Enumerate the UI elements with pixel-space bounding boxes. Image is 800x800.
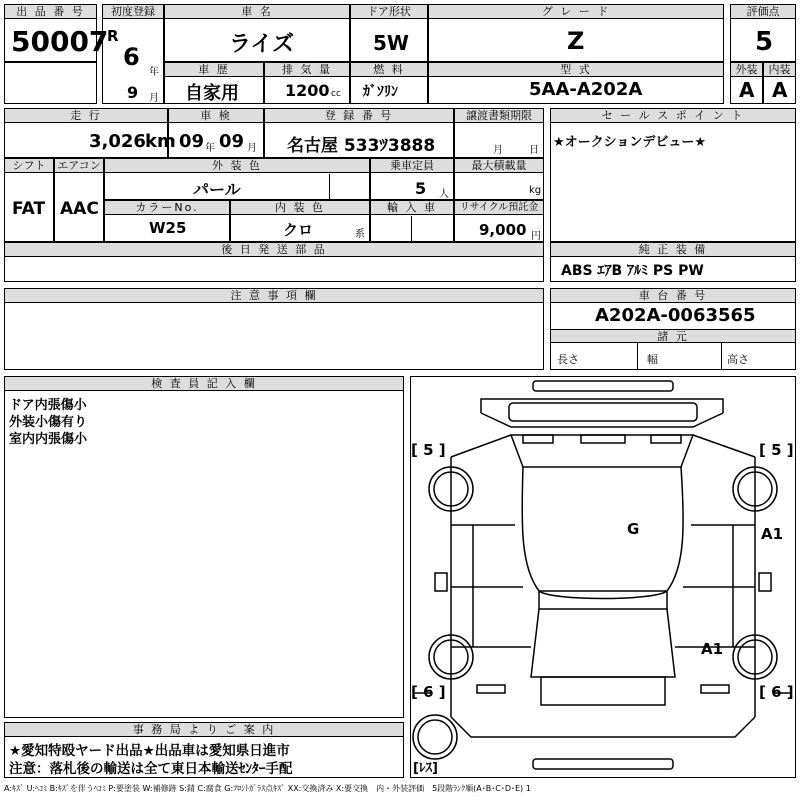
damage-mark-a1-rear: A1 xyxy=(701,640,724,658)
tire-fr-score: [ 5 ] xyxy=(759,441,794,459)
car-diagram-box xyxy=(410,376,796,778)
history-box xyxy=(164,62,264,104)
inspector-label: 検 査 員 記 入 欄 xyxy=(5,377,403,391)
recycle-label: リサイクル預託金 xyxy=(455,201,543,215)
disp-box xyxy=(264,62,350,104)
ext-label: 外装 xyxy=(731,63,762,77)
fuel-label: 燃 料 xyxy=(351,63,427,77)
cap-unit: 人 xyxy=(439,189,449,200)
sales-label: セ ー ル ス ポ イ ン ト xyxy=(551,109,795,123)
ext-box xyxy=(730,62,763,104)
specs-header: 諸 元 xyxy=(551,329,795,343)
grade-value: Z xyxy=(567,27,585,55)
model-value: 5AA-A202A xyxy=(529,79,643,100)
inspect-year-unit: 年 xyxy=(205,143,215,154)
ext-value: A xyxy=(739,78,755,102)
transfer-month: 月 xyxy=(493,145,503,156)
specs-divider-1 xyxy=(637,343,638,369)
disp-unit: cc xyxy=(331,89,341,99)
transfer-label: 譲渡書類期限 xyxy=(455,109,543,123)
chassis-label: 車 台 番 号 xyxy=(551,289,795,303)
inspector-box xyxy=(4,376,404,718)
office-label: 事 務 局 よ り ご 案 内 xyxy=(5,723,403,737)
car-name: ライズ xyxy=(229,32,295,57)
mileage-label: 走 行 xyxy=(5,109,167,123)
tire-rl-score: [ 6 ] xyxy=(411,683,446,701)
mileage-unit: km xyxy=(145,131,176,152)
door-box xyxy=(350,4,428,62)
plate-label: 登 録 番 号 xyxy=(265,109,453,123)
length-label: 長さ xyxy=(557,353,579,366)
history-label: 車 歴 xyxy=(165,63,263,77)
ac-value: AAC xyxy=(60,199,99,219)
inspect-label: 車 検 xyxy=(169,109,263,123)
colorno-value: W25 xyxy=(149,219,187,237)
inspector-note-3: 室内内張傷小 xyxy=(9,432,88,447)
color-label: 外 装 色 xyxy=(105,159,369,173)
fuel-value: ｶﾞｿﾘﾝ xyxy=(363,84,398,100)
ac-box xyxy=(54,158,104,242)
notes-box xyxy=(4,288,544,370)
reg-year-unit: 年 xyxy=(149,67,159,78)
chassis-value: A202A-0063565 xyxy=(595,305,756,326)
inspect-month-unit: 月 xyxy=(247,143,257,154)
fuel-box xyxy=(350,62,428,104)
width-label: 幅 xyxy=(647,353,658,366)
height-label: 高さ xyxy=(727,353,749,366)
ac-label: エアコン xyxy=(55,159,103,173)
load-box xyxy=(454,158,544,200)
int-value: A xyxy=(772,78,788,102)
import-box xyxy=(370,200,454,242)
color-divider xyxy=(329,174,330,200)
inspector-note-1: ドア内張傷小 xyxy=(9,398,87,413)
load-unit: kg xyxy=(529,185,542,196)
int-box xyxy=(763,62,796,104)
spare-tire-label: [ﾚｽ] xyxy=(413,761,438,776)
import-label: 輸 入 車 xyxy=(371,201,453,215)
car-diagram xyxy=(411,377,795,777)
door-value: 5W xyxy=(373,31,409,55)
disp-label: 排 気 量 xyxy=(265,63,349,77)
mileage-value: 3,026 xyxy=(89,131,146,152)
plate-box xyxy=(264,108,454,158)
model-label: 型 式 xyxy=(429,63,723,77)
shift-label: シフト xyxy=(5,159,53,173)
lot-label: 出 品 番 号 xyxy=(5,5,96,19)
reg-label: 初度登録 xyxy=(103,5,163,19)
score-box xyxy=(730,4,796,62)
model-box xyxy=(428,62,724,104)
chassis-box xyxy=(550,288,796,370)
intcolor-box xyxy=(230,200,370,242)
grade-box xyxy=(428,4,724,62)
legend-text: A:ｷｽﾞ U:ﾍｺﾐ B:ｷｽﾞを伴うﾍｺﾐ P:要塗装 W:補修跡 S:錆 C:腐食 G:ﾌﾛﾝﾄｶﾞﾗｽ点ｷｽﾞ XX:交換済み X:要交換 内・外装評価 5段階ﾗﾝｸ順(A･B･C･D･E) 1 xyxy=(4,784,531,793)
inspect-year: 09 xyxy=(179,131,205,152)
color-value: パール xyxy=(193,180,241,199)
plate-value: 名古屋 533ﾂ3888 xyxy=(287,136,436,156)
office-line-1: ★愛知特殴ヤード出品★出品車は愛知県日進市 xyxy=(9,743,290,759)
cap-value: 5 xyxy=(415,179,427,198)
reg-month-unit: 月 xyxy=(149,93,159,104)
history-value: 自家用 xyxy=(185,83,239,104)
disp-value: 1200 xyxy=(285,81,330,100)
equip-box xyxy=(550,242,796,282)
import-divider xyxy=(411,216,412,242)
equip-value: ABS ｴｱB ｱﾙﾐ PS PW xyxy=(561,263,704,279)
shift-box xyxy=(4,158,54,242)
later-parts-label: 後 日 発 送 部 品 xyxy=(5,243,543,257)
score-label: 評価点 xyxy=(731,5,795,19)
inspector-note-2: 外装小傷有り xyxy=(9,415,88,430)
intcolor-value: クロ xyxy=(283,221,314,239)
damage-mark-a1-right: A1 xyxy=(761,525,784,543)
colorno-box xyxy=(104,200,230,242)
intcolor-label: 内 装 色 xyxy=(231,201,369,215)
notes-label: 注 意 事 項 欄 xyxy=(5,289,543,303)
int-label: 内装 xyxy=(764,63,795,77)
inspect-box xyxy=(168,108,264,158)
lot-number: 50007 xyxy=(11,25,109,58)
door-label: ドア形状 xyxy=(351,5,427,19)
name-box xyxy=(164,4,350,62)
inspect-month: 09 xyxy=(219,131,245,152)
transfer-day: 日 xyxy=(529,145,539,156)
tire-fl-score: [ 5 ] xyxy=(411,441,446,459)
lot-blank xyxy=(4,62,97,104)
tire-rr-score: [ 6 ] xyxy=(759,683,794,701)
damage-mark-g: G xyxy=(627,520,640,538)
recycle-box xyxy=(454,200,544,242)
grade-label: グ レ ー ド xyxy=(429,5,723,19)
reg-box xyxy=(102,4,164,104)
recycle-value: 9,000 xyxy=(479,221,527,239)
equip-label: 純 正 装 備 xyxy=(551,243,795,257)
mileage-box xyxy=(4,108,176,158)
later-parts-box xyxy=(4,242,544,282)
reg-month: 9 xyxy=(127,83,139,102)
office-line-2: 注意：落札後の輸送は全て東日本輸送ｾﾝﾀｰ手配 xyxy=(9,761,293,777)
colorno-label: カラーNo. xyxy=(105,201,229,215)
load-label: 最大積載量 xyxy=(455,159,543,173)
transfer-box xyxy=(454,108,544,158)
reg-year: 6 xyxy=(123,43,140,71)
office-box xyxy=(4,722,404,778)
cap-box xyxy=(370,158,454,200)
name-label: 車 名 xyxy=(165,5,349,19)
reg-era: R xyxy=(107,27,119,45)
sales-point: ★オークションデビュー★ xyxy=(553,135,707,150)
shift-value: FAT xyxy=(12,199,46,219)
cap-label: 乗車定員 xyxy=(371,159,453,173)
lot-box xyxy=(4,4,109,62)
specs-divider-2 xyxy=(721,343,722,369)
recycle-unit: 円 xyxy=(531,231,541,242)
intcolor-unit: 系 xyxy=(355,229,365,240)
score-value: 5 xyxy=(755,27,774,57)
sales-box xyxy=(550,108,796,242)
color-box xyxy=(104,158,370,200)
